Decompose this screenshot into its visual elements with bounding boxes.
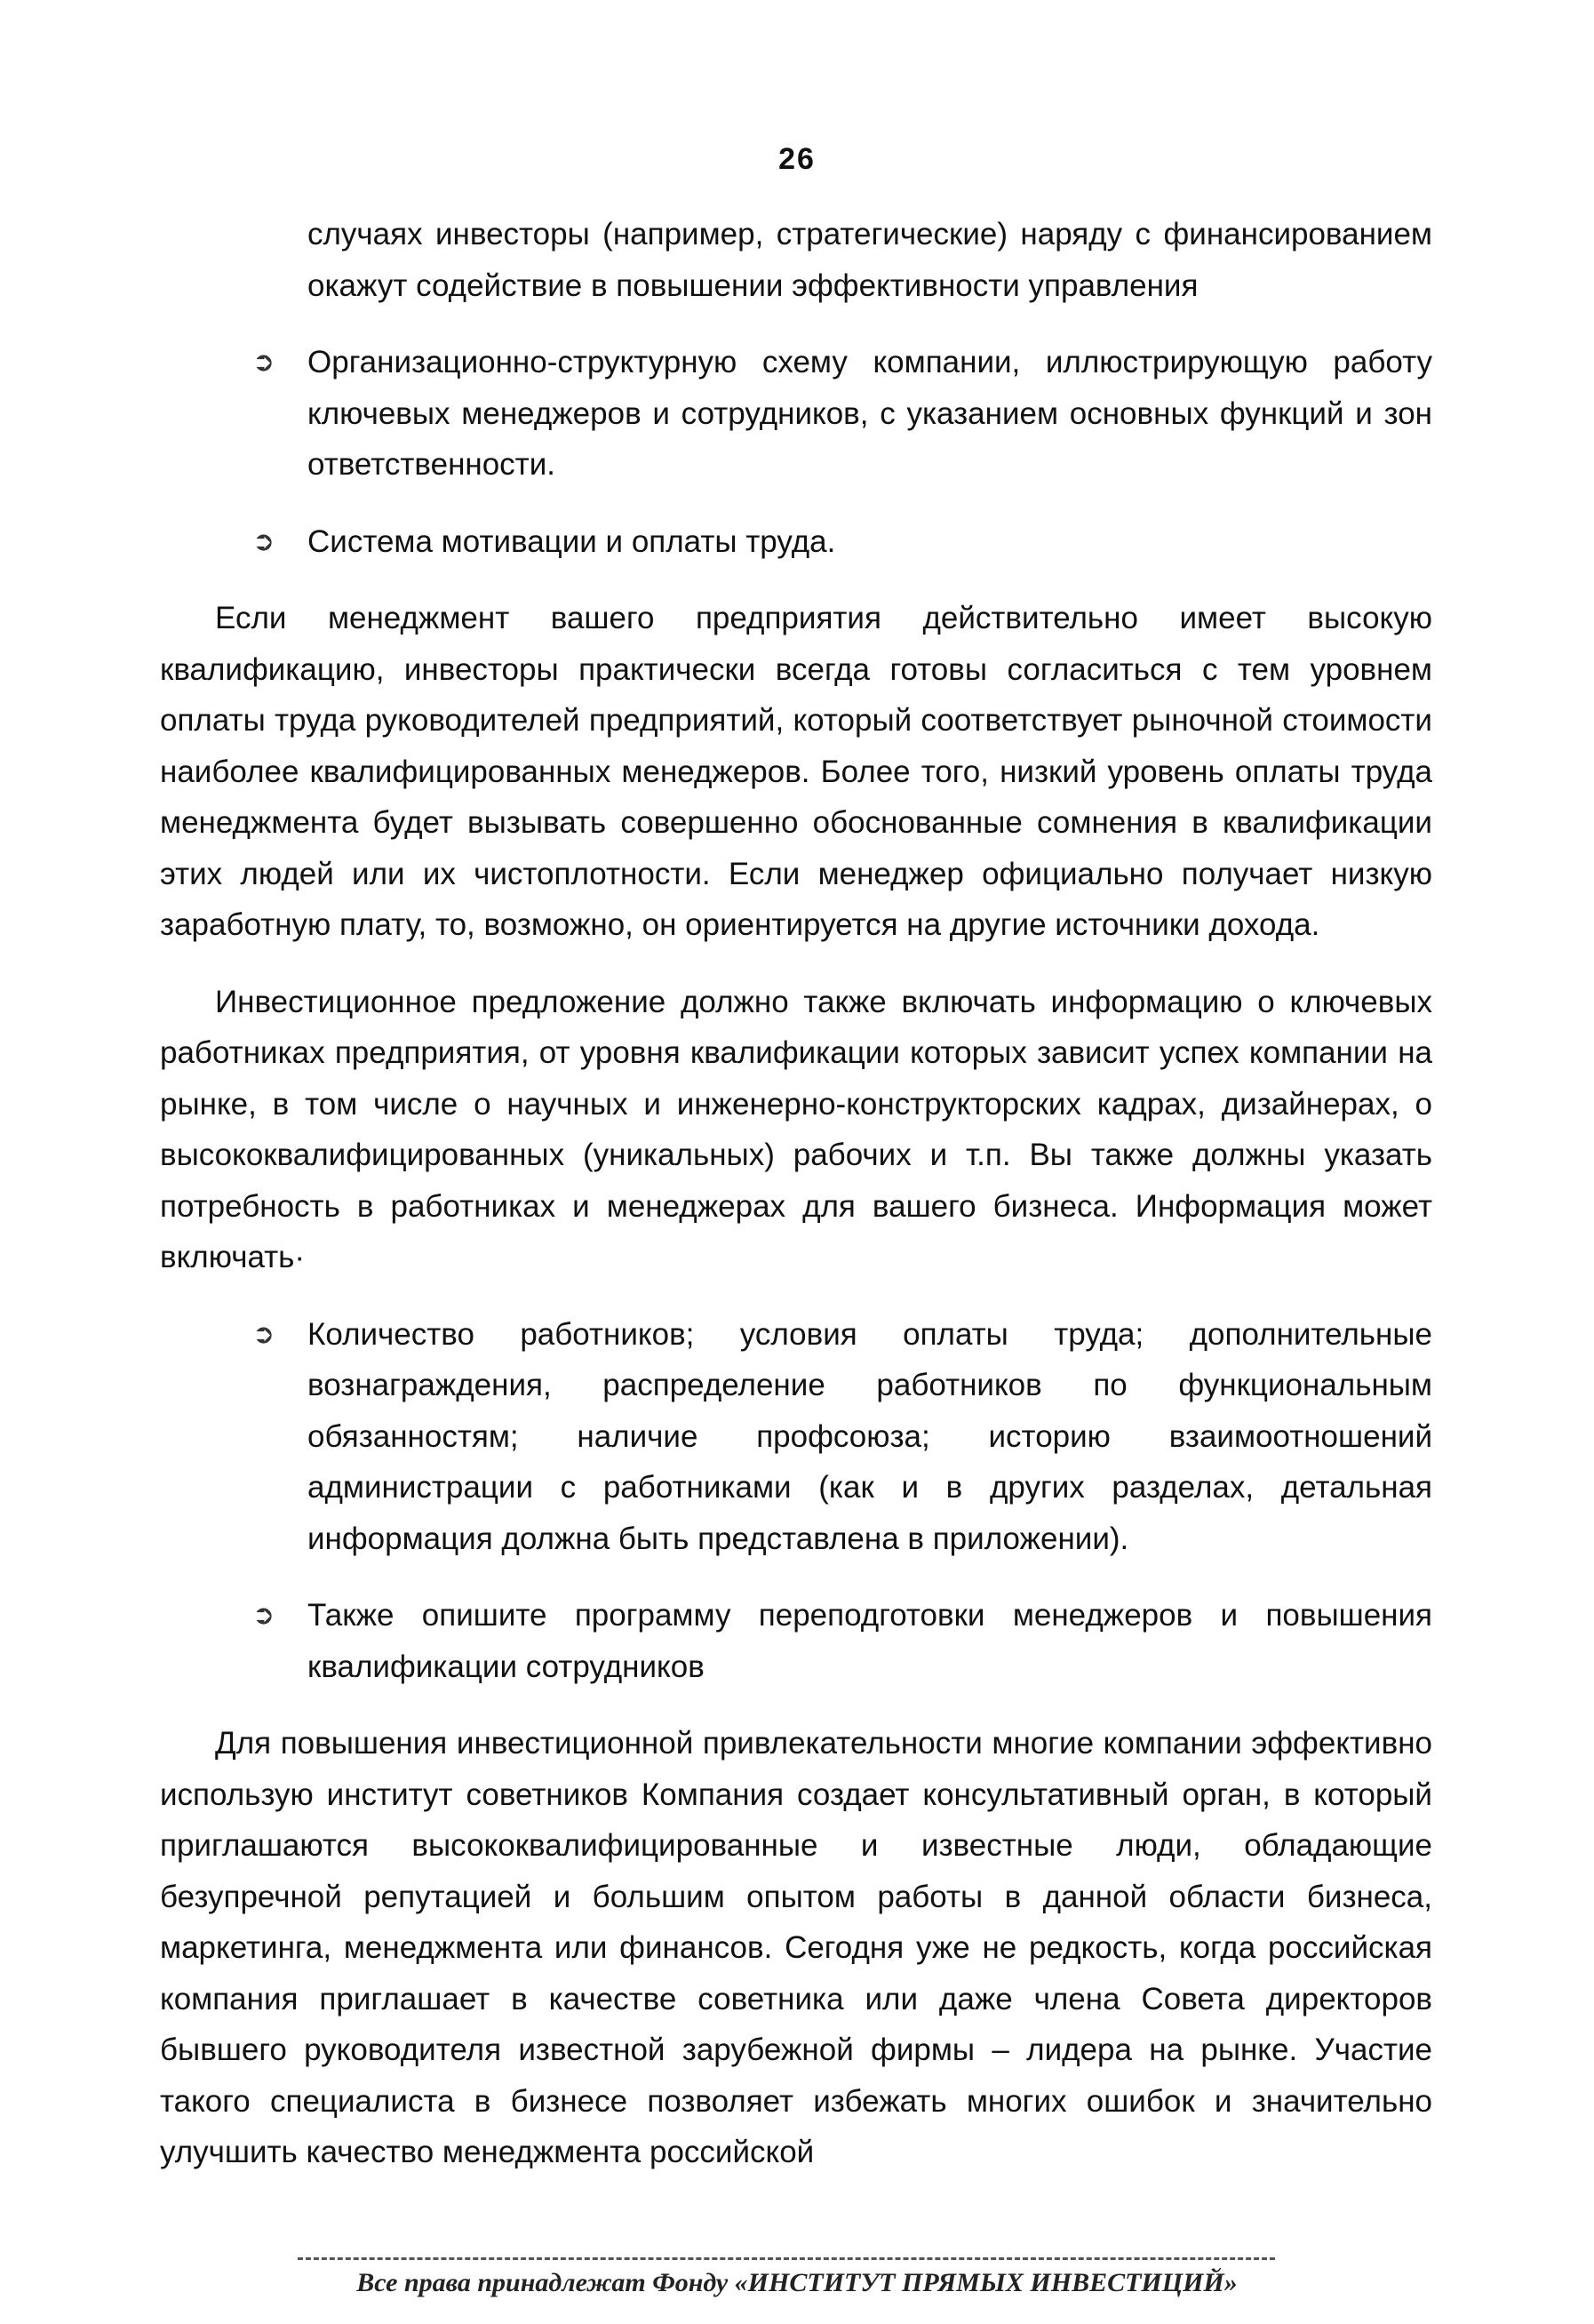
list-item	[160, 516, 1432, 568]
list-item	[160, 1309, 1432, 1565]
bullet-list-staff-info	[160, 1309, 1432, 1693]
document-body	[160, 209, 1432, 2204]
bullet-list-structure	[160, 337, 1432, 567]
list-item	[160, 337, 1432, 491]
bullet-arrow-icon: ➲	[252, 1318, 275, 1350]
list-item-text: Количество работников; условия оплаты труда; дополнительные вознаграждения, распределение работников по функциональным обязанностям; наличие профсоюза; историю взаимоотношений администрации с работниками (как и в других разделах, детальная информация должна быть представлена в приложении).	[307, 1316, 1432, 1556]
footer-copyright: Все права принадлежат Фонду «ИНСТИТУТ ПРЯМЫХ ИНВЕСТИЦИЙ»	[356, 2268, 1238, 2297]
page-number: 26	[778, 142, 816, 176]
paragraph-management-pay: Если менеджмент вашего предприятия действительно имеет высокую квалификацию, инвесторы практически всегда готовы согласиться с тем уровнем оплаты труда руководителей предприятий, который соответствует рыночной стоимости наиболее квалифицированных менеджеров. Более того, низкий уровень оплаты труда менеджмента будет вызывать совершенно обоснованные сомнения в квалификации этих людей или их чистоплотности. Если менеджер официально получает низкую заработную плату, то, возможно, он ориентируется на другие источники дохода.	[160, 601, 1432, 942]
paragraph-key-staff: Инвестиционное предложение должно также включать информацию о ключевых работниках предприятия, от уровня квалификации которых зависит успех компании на рынке, в том числе о научных и инженерно-конструкторских кадрах, дизайнерах, о высококвалифицированных (уникальных) рабочих и т.п. Вы также должны указать потребность в работниках и менеджерах для вашего бизнеса. Информация может включать·	[160, 984, 1432, 1274]
list-item	[160, 1590, 1432, 1692]
bullet-arrow-icon: ➲	[252, 1600, 275, 1631]
list-item-text: Организационно-структурную схему компании, иллюстрирующую работу ключевых менеджеров и сотрудников, с указанием основных функций и зон ответственности.	[307, 345, 1432, 482]
footer-divider	[298, 2257, 1275, 2260]
bullet-arrow-icon: ➲	[252, 525, 275, 557]
list-item-text: Также опишите программу переподготовки менеджеров и повышения квалификации сотрудников	[307, 1598, 1432, 1684]
list-item-text: Система мотивации и оплаты труда.	[307, 523, 836, 559]
bullet-arrow-icon: ➲	[252, 347, 275, 378]
paragraph-advisors: Для повышения инвестиционной привлекательности многие компании эффективно использую институт советников Компания создает консультативный орган, в который приглашаются высококвалифицированные и известные люди, обладающие безупречной репутацией и большим опытом работы в данной области бизнеса, маркетинга, менеджмента или финансов. Сегодня уже не редкость, когда российская компания приглашает в качестве советника или даже члена Совета директоров бывшего руководителя известной зарубежной фирмы – лидера на рынке. Участие такого специалиста в бизнесе позволяет избежать многих ошибок и значительно улучшить качество менеджмента российской	[160, 1726, 1432, 2169]
paragraph-continuation: случаях инвесторы (например, стратегические) наряду с финансированием окажут содействие в повышении эффективности управления	[307, 217, 1432, 303]
